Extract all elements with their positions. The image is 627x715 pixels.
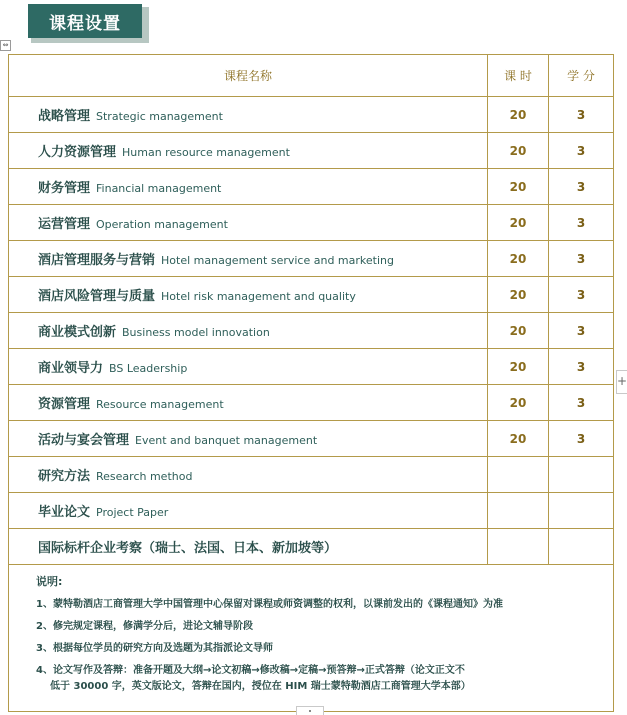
course-name-cell	[9, 133, 488, 169]
course-name-cn: 活动与宴会管理	[38, 433, 130, 448]
table-header-row	[9, 55, 614, 97]
course-table	[8, 54, 614, 712]
course-credits: 3	[549, 277, 614, 313]
table-row	[9, 313, 614, 349]
header-course-name: 课程名称	[9, 55, 488, 97]
course-name-cell	[9, 205, 488, 241]
course-name-cn: 战略管理	[38, 109, 91, 124]
course-name-cn: 毕业论文	[38, 505, 91, 520]
course-name-en: Resource management	[96, 398, 224, 411]
table-row	[9, 529, 614, 565]
table-row	[9, 277, 614, 313]
note-item: 2、修完规定课程，修满学分后，进论文辅导阶段	[36, 621, 253, 632]
header-hours: 课 时	[488, 55, 549, 97]
table-row	[9, 421, 614, 457]
table-move-handle-icon[interactable]: ⇔	[0, 40, 11, 51]
course-name-cell	[9, 457, 488, 493]
course-name-en: Hotel risk management and quality	[161, 290, 356, 303]
course-name-cell	[9, 385, 488, 421]
course-credits	[549, 457, 614, 493]
course-name-cell	[9, 241, 488, 277]
course-credits: 3	[549, 97, 614, 133]
course-credits: 3	[549, 349, 614, 385]
notes-row	[9, 565, 614, 712]
course-name-cell	[9, 97, 488, 133]
course-name-cn: 酒店风险管理与质量	[38, 289, 156, 304]
table-row	[9, 385, 614, 421]
section-title: 课程设置	[28, 4, 142, 38]
course-name-cell	[9, 169, 488, 205]
course-name-cn: 研究方法	[38, 469, 91, 484]
course-credits: 3	[549, 313, 614, 349]
course-hours: 20	[488, 385, 549, 421]
course-credits: 3	[549, 241, 614, 277]
course-hours: 20	[488, 349, 549, 385]
course-table-body	[9, 97, 614, 565]
course-name-en: Financial management	[96, 182, 222, 195]
course-hours	[488, 457, 549, 493]
course-hours: 20	[488, 277, 549, 313]
table-row	[9, 205, 614, 241]
note-item-continuation: 低于 30000 字，英文版论文，答辩在国内，授位在 HIM 瑞士蒙特勒酒店工商管理大学本部）	[50, 681, 471, 692]
course-name-cell	[9, 349, 488, 385]
table-row	[9, 241, 614, 277]
course-credits	[549, 493, 614, 529]
note-item: 1、蒙特勒酒店工商管理大学中国管理中心保留对课程或师资调整的权利，以课前发出的《课程通知》为准	[36, 599, 503, 610]
table-row	[9, 457, 614, 493]
course-name-cn: 商业模式创新	[38, 325, 117, 340]
course-name-cn: 人力资源管理	[38, 145, 117, 160]
course-hours: 20	[488, 97, 549, 133]
table-resize-handle[interactable]	[296, 706, 324, 715]
course-name-cn: 运营管理	[38, 217, 91, 232]
notes-cell	[9, 565, 614, 712]
course-hours: 20	[488, 421, 549, 457]
table-row	[9, 493, 614, 529]
course-credits	[549, 529, 614, 565]
course-name-cn: 酒店管理服务与营销	[38, 253, 156, 268]
course-name-cell	[9, 313, 488, 349]
course-credits: 3	[549, 205, 614, 241]
course-name-cell	[9, 421, 488, 457]
course-name-cell	[9, 493, 488, 529]
course-name-en: Human resource management	[122, 146, 290, 159]
header-credits: 学 分	[549, 55, 614, 97]
course-credits: 3	[549, 385, 614, 421]
course-name-cell	[9, 277, 488, 313]
course-name-en: Hotel management service and marketing	[161, 254, 394, 267]
course-name-en: BS Leadership	[109, 362, 188, 375]
course-name-en: Event and banquet management	[135, 434, 318, 447]
course-hours: 20	[488, 241, 549, 277]
note-item: 4、论文写作及答辩：准备开题及大纲→论文初稿→修改稿→定稿→预答辩→正式答辩（论文正文不	[36, 665, 465, 676]
table-row	[9, 97, 614, 133]
table-row	[9, 133, 614, 169]
course-credits: 3	[549, 421, 614, 457]
course-name-en: Business model innovation	[122, 326, 270, 339]
course-name-en: Strategic management	[96, 110, 223, 123]
course-name-cell	[9, 529, 488, 565]
course-name-en: Operation management	[96, 218, 228, 231]
course-hours	[488, 493, 549, 529]
note-item: 3、根据每位学员的研究方向及选题为其指派论文导师	[36, 643, 273, 654]
course-name-en: Research method	[96, 470, 193, 483]
course-hours: 20	[488, 205, 549, 241]
course-name-en: Project Paper	[96, 506, 169, 519]
course-hours	[488, 529, 549, 565]
table-row	[9, 169, 614, 205]
course-hours: 20	[488, 169, 549, 205]
course-name-cn: 财务管理	[38, 181, 91, 196]
course-name-cn: 商业领导力	[38, 361, 104, 376]
course-credits: 3	[549, 169, 614, 205]
course-name-cn: 国际标杆企业考察（瑞士、法国、日本、新加坡等）	[38, 541, 338, 556]
table-row	[9, 349, 614, 385]
notes-title: 说明:	[36, 575, 63, 588]
add-column-icon[interactable]: +	[616, 370, 627, 394]
course-hours: 20	[488, 133, 549, 169]
course-hours: 20	[488, 313, 549, 349]
course-credits: 3	[549, 133, 614, 169]
course-name-cn: 资源管理	[38, 397, 91, 412]
